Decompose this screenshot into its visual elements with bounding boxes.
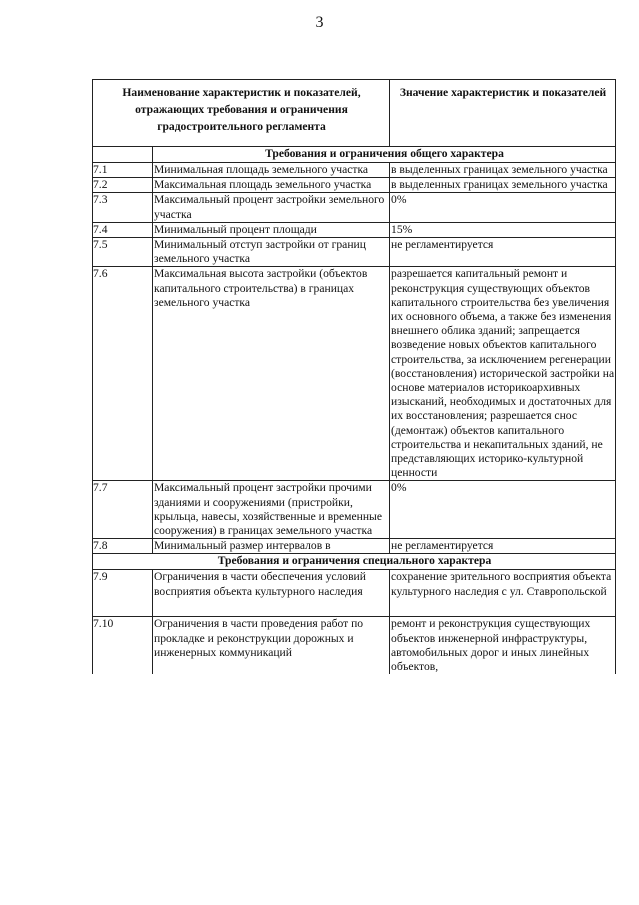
- header-characteristics: Наименование характеристик и показателей, отражающих требования и ограничения градостроительного регламента: [93, 80, 390, 147]
- row-name: Ограничения в части обеспечения условий восприятия объекта культурного наследия: [153, 570, 390, 617]
- section-general-title: Требования и ограничения общего характера: [153, 147, 616, 163]
- table-row: [93, 267, 616, 481]
- section-special-title: Требования и ограничения специального характера: [93, 554, 616, 570]
- row-value: в выделенных границах земельного участка: [390, 163, 616, 178]
- row-value: ремонт и реконструкция существующих объектов инженерной инфраструктуры, автомобильных дорог и иных линейных объектов,: [390, 617, 616, 674]
- row-number: 7.5: [93, 238, 153, 267]
- table-row: [93, 222, 616, 237]
- row-number: 7.2: [93, 178, 153, 193]
- table-header-row: [93, 80, 616, 147]
- table-row: [93, 481, 616, 539]
- row-name: Минимальный отступ застройки от границ земельного участка: [153, 238, 390, 267]
- table-row: [93, 617, 616, 674]
- section-row-special: [93, 554, 616, 570]
- row-value: 15%: [390, 222, 616, 237]
- row-name: Максимальный процент застройки земельного участка: [153, 193, 390, 222]
- table-row: [93, 193, 616, 222]
- table-row: [93, 539, 616, 554]
- row-value: 0%: [390, 193, 616, 222]
- table-row: [93, 570, 616, 617]
- row-number: 7.10: [93, 617, 153, 674]
- row-value: разрешается капитальный ремонт и реконструкция существующих объектов капитального строительства без увеличения их основного объема, а также без изменения внешнего облика зданий; запрещается возведение новых объектов капитального строительства, за исключением регенерации (восстановления) исторической застройки на основе материалов историкоархивных изысканий, необходимых и достаточных для их восстановления; разрешается снос (демонтаж) объектов капитального строительства и некапитальных зданий, не представляющих историко-культурной ценности: [391, 267, 615, 480]
- row-name: Максимальная площадь земельного участка: [153, 178, 390, 193]
- row-value: не регламентируется: [390, 539, 616, 554]
- row-number: 7.8: [93, 539, 153, 554]
- row-number: 7.9: [93, 570, 153, 617]
- row-value: сохранение зрительного восприятия объекта культурного наследия с ул. Ставропольской: [390, 570, 616, 617]
- row-value: не регламентируется: [390, 238, 616, 267]
- row-number: 7.1: [93, 163, 153, 178]
- section-row-general: [93, 147, 616, 163]
- row-number: 7.7: [93, 481, 153, 539]
- page-number: 3: [315, 14, 324, 31]
- row-number: 7.6: [93, 267, 153, 481]
- table-row: [93, 163, 616, 178]
- row-name: Минимальный размер интервалов в: [153, 539, 390, 554]
- row-value: 0%: [390, 481, 616, 539]
- section-spacer: [93, 147, 153, 163]
- row-name: Минимальный процент площади: [153, 222, 390, 237]
- row-name: Минимальная площадь земельного участка: [153, 163, 390, 178]
- row-name: Максимальная высота застройки (объектов капитального строительства) в границах земельного участка: [153, 267, 390, 481]
- row-number: 7.3: [93, 193, 153, 222]
- header-values: Значение характеристик и показателей: [390, 80, 616, 147]
- row-number: 7.4: [93, 222, 153, 237]
- row-name: Ограничения в части проведения работ по прокладке и реконструкции дорожных и инженерных коммуникаций: [153, 617, 390, 674]
- regulation-table: [92, 79, 616, 674]
- row-name: Максимальный процент застройки прочими зданиями и сооружениями (пристройки, крыльца, навесы, хозяйственные и временные сооружения) в границах земельного участка: [153, 481, 390, 539]
- table-row: [93, 238, 616, 267]
- table-row: [93, 178, 616, 193]
- row-value: в выделенных границах земельного участка: [390, 178, 616, 193]
